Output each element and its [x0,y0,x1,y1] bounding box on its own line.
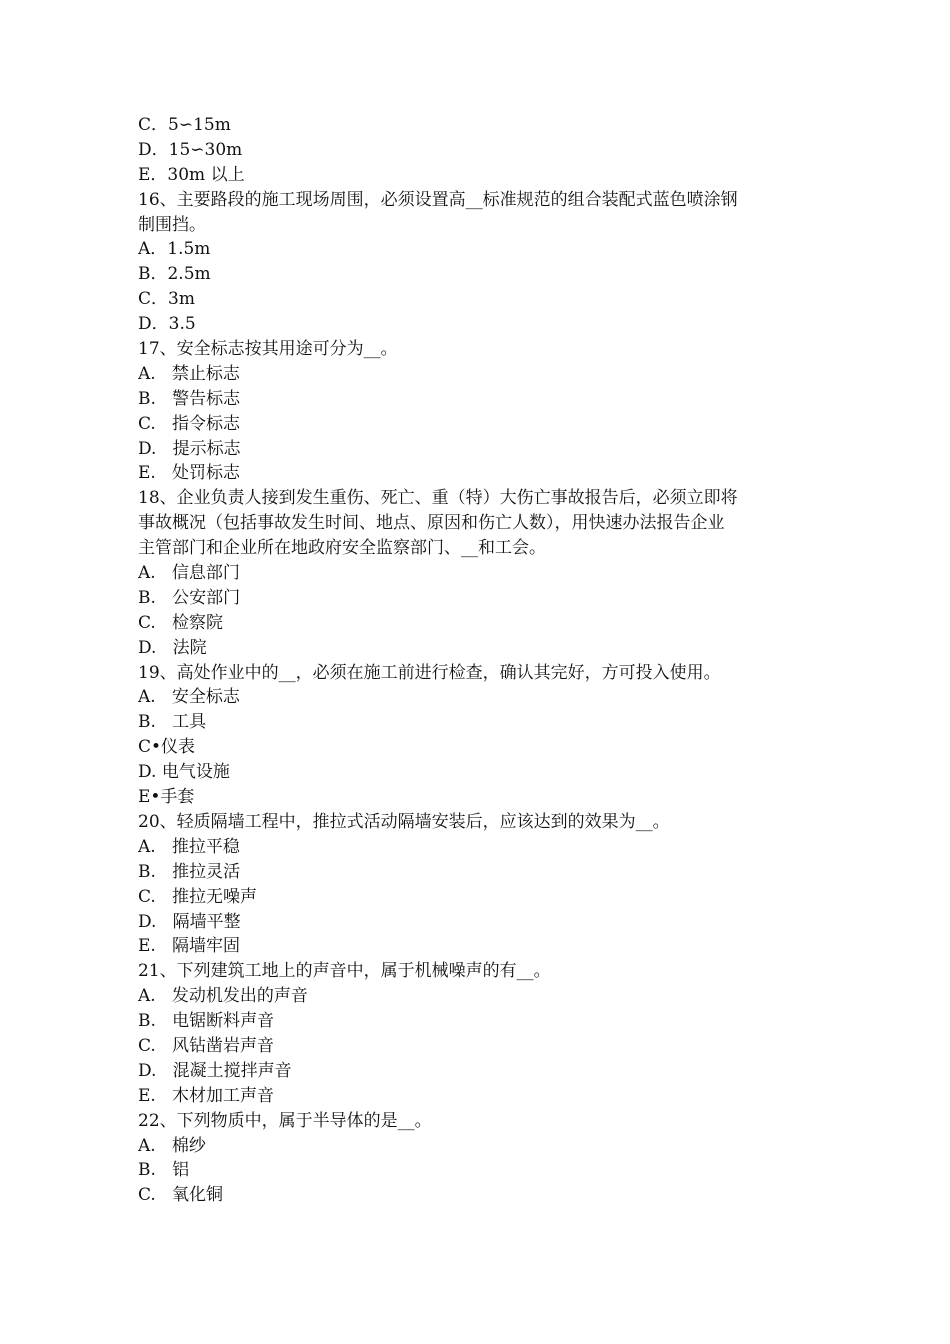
text-line: A. 禁止标志 [138,363,240,384]
text-line: D．15∽30m [138,139,243,160]
text-line: E. 隔墙牢固 [138,936,241,957]
text-line: D. 混凝土搅拌声音 [138,1060,292,1081]
text-line: E. 处罚标志 [138,463,241,484]
text-line: B. 电锯断料声音 [138,1011,275,1032]
text-line: A. 安全标志 [138,687,240,708]
text-line: B. 公安部门 [138,587,241,608]
text-line: C. 氧化铜 [138,1185,224,1206]
question-line: 21、下列建筑工地上的声音中，属于机械噪声的有__。 [138,961,551,982]
question-line: 22、下列物质中，属于半导体的是__。 [138,1110,432,1131]
text-line: A．1.5m [138,239,211,260]
text-line: A. 信息部门 [138,563,240,584]
text-line: C. 检察院 [138,612,224,633]
text-line: C. 推拉无噪声 [138,886,258,907]
text-line: B. 警告标志 [138,388,241,409]
text-line: B. 铝 [138,1160,190,1181]
text-line: C．3m [138,289,195,310]
text-line: D. 提示标志 [138,438,241,459]
question-line: 20、轻质隔墙工程中，推拉式活动隔墙安装后，应该达到的效果为__。 [138,811,670,832]
document-body [138,113,818,1208]
text-line: E•手套 [138,787,195,808]
question-line: 18、企业负责人接到发生重伤、死亡、重（特）大伤亡事故报告后，必须立即将 [138,488,738,509]
text-line: B. 推拉灵活 [138,861,241,882]
text-line: A. 推拉平稳 [138,836,240,857]
text-line: E．30m 以上 [138,164,245,185]
text-line: C. 指令标志 [138,413,241,434]
question-line: 19、高处作业中的__，必须在施工前进行检查，确认其完好，方可投入使用。 [138,662,721,683]
question-line: 16、主要路段的施工现场周围，必须设置高__标准规范的组合装配式蓝色喷涂钢 [138,189,738,210]
text-line: D. 法院 [138,637,207,658]
question-line: 17、安全标志按其用途可分为__。 [138,339,398,360]
text-line: B. 工具 [138,712,207,733]
text-line: A. 棉纱 [138,1135,206,1156]
text-line: C．5∽15m [138,115,231,135]
question-line: 制围挡。 [138,214,206,235]
text-line: D．3.5 [138,314,196,335]
text-line: B．2.5m [138,264,211,285]
text-line: E. 木材加工声音 [138,1085,275,1106]
question-line: 事故概况（包括事故发生时间、地点、原因和伤亡人数），用快速办法报告企业 [138,513,725,534]
text-line: D. 电气设施 [138,762,230,783]
text-line: A. 发动机发出的声音 [138,986,308,1007]
text-line: C. 风钻凿岩声音 [138,1035,275,1056]
text-line: D. 隔墙平整 [138,911,241,932]
question-line: 主管部门和企业所在地政府安全监察部门、__和工会。 [138,538,546,559]
text-line: C•仪表 [138,737,196,758]
